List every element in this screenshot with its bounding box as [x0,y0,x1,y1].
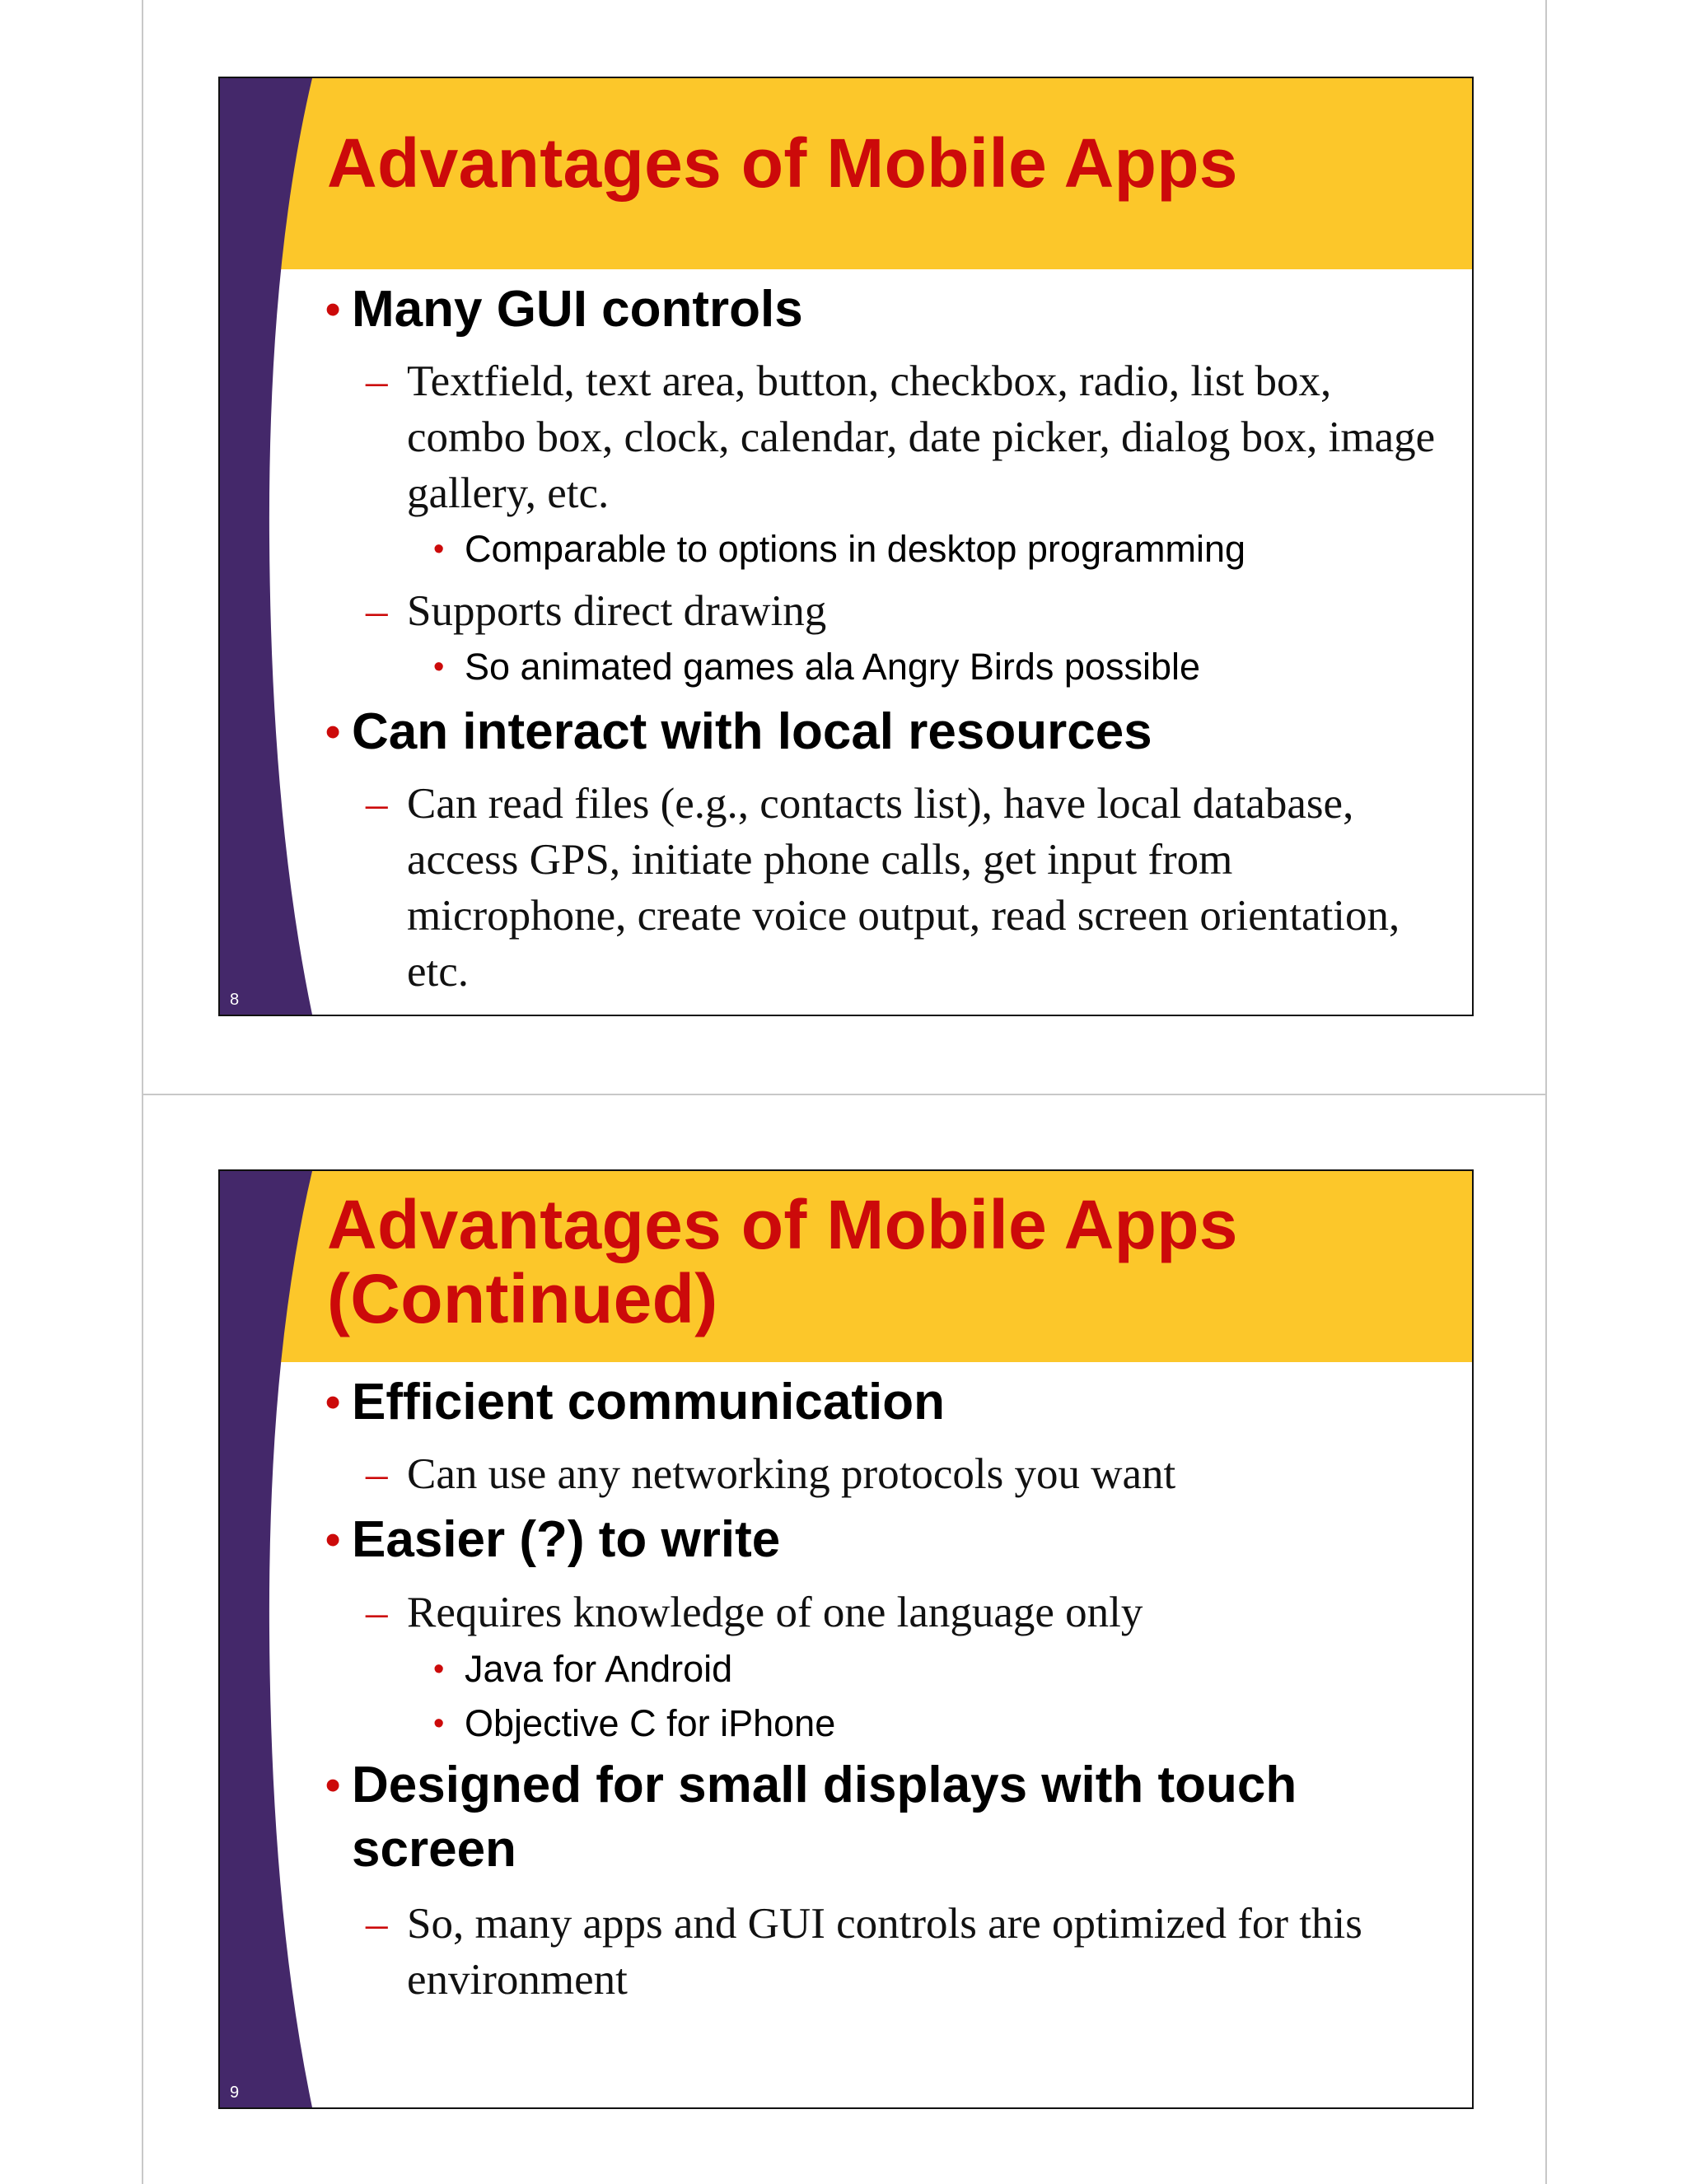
bullet-dot-icon: • [433,1706,445,1741]
slide-title: Advantages of Mobile Apps (Continued) [327,1186,1238,1337]
bullet-level2 [366,1446,1453,1502]
bullet-text: Efficient communication [352,1374,945,1430]
slide-number: 9 [230,2084,240,2102]
bullet-text: Can read files (e.g., contacts list), have local database, access GPS, initiate phone calls, get input from microphone, create voice output, read screen orientation, etc. [407,780,1400,996]
dash-icon: – [366,1589,388,1636]
bullet-level2 [366,583,1453,639]
bullet-text: Supports direct drawing [407,587,827,635]
bullet-text: So animated games ala Angry Birds possible [465,646,1200,688]
dash-icon: – [366,1450,388,1498]
dash-icon: – [366,357,388,405]
bullet-level2 [366,1584,1453,1640]
bullet-text: Many GUI controls [352,281,803,338]
bullet-dot-icon: • [325,1379,341,1426]
slide-9 [218,1169,1474,2109]
bullet-text: Java for Android [465,1648,733,1690]
bullet-text: Can interact with local resources [352,703,1152,760]
bullet-level2 [366,353,1453,521]
bullet-level3 [433,1646,1453,1692]
bullet-text: So, many apps and GUI controls are optimized for this environment [407,1900,1362,2004]
bullet-text: Comparable to options in desktop programming [465,528,1246,570]
bullet-level3 [433,526,1453,572]
bullet-level3 [433,644,1453,690]
bullet-level1 [325,1753,1439,1882]
dash-icon: – [366,780,388,828]
bullet-level2 [366,776,1453,1000]
purple-side-bar [220,78,327,1015]
dash-icon: – [366,1900,388,1948]
bullet-level3 [433,1701,1453,1747]
bullet-dot-icon: • [433,1652,445,1687]
purple-side-bar [220,1171,327,2107]
bullet-text: Objective C for iPhone [465,1702,836,1744]
bullet-dot-icon: • [325,1516,341,1564]
slide-8 [218,77,1474,1016]
slide-title: Advantages of Mobile Apps [327,124,1238,202]
bullet-level1 [325,278,1439,342]
bullet-level1 [325,700,1439,764]
bullet-dot-icon: • [325,286,341,334]
bullet-level1 [325,1508,1439,1572]
bullet-text: Requires knowledge of one language only [407,1589,1143,1636]
slide-number: 8 [230,991,240,1009]
bullet-text: Designed for small displays with touch screen [352,1757,1297,1878]
dash-icon: – [366,587,388,635]
bullet-text: Easier (?) to write [352,1511,781,1568]
bullet-dot-icon: • [433,532,445,567]
bullet-dot-icon: • [433,650,445,684]
bullet-dot-icon: • [325,708,341,756]
bullet-text: Textfield, text area, button, checkbox, radio, list box, combo box, clock, calendar, date picker, dialog box, image gallery, etc. [407,357,1436,517]
bullet-dot-icon: • [325,1762,341,1809]
bullet-level1 [325,1370,1439,1435]
bullet-level2 [366,1896,1453,2008]
bullet-text: Can use any networking protocols you want [407,1450,1176,1498]
